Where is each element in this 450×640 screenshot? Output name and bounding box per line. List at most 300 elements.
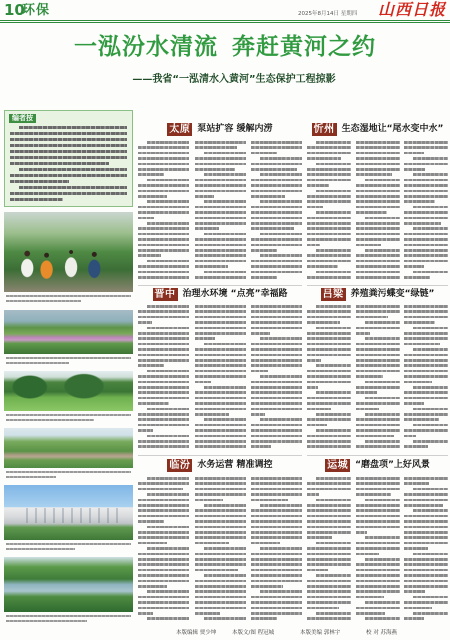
text-line [316, 391, 351, 394]
section-head-lvliang [307, 287, 448, 301]
text-line [404, 146, 448, 149]
text-line [138, 558, 189, 561]
text-line [195, 337, 215, 340]
text-line [195, 321, 246, 324]
text-line [404, 413, 448, 416]
text-line [195, 327, 246, 330]
text-line [251, 190, 302, 193]
article-body-column [138, 477, 189, 625]
text-line [251, 440, 302, 443]
section-divider [138, 455, 302, 456]
text-line [251, 227, 294, 230]
text-line [356, 477, 400, 480]
text-line [404, 141, 448, 144]
text-line [307, 435, 351, 438]
article-body-column [404, 141, 448, 282]
text-line [6, 620, 87, 622]
section-head-taiyuan [138, 122, 302, 136]
text-line [413, 206, 448, 209]
text-line [404, 607, 432, 610]
text-line [316, 163, 351, 166]
text-line [307, 157, 341, 160]
text-line [195, 553, 246, 556]
text-line [307, 200, 351, 203]
text-line [413, 348, 448, 351]
text-line [413, 509, 448, 512]
text-line [251, 445, 271, 448]
text-line [356, 265, 400, 268]
text-line [404, 391, 448, 394]
text-line [307, 580, 351, 583]
text-line [307, 173, 351, 176]
text-line [195, 509, 246, 512]
text-line [251, 354, 302, 357]
text-line [356, 370, 400, 373]
text-line [404, 574, 448, 577]
text-line [138, 238, 189, 241]
text-line [307, 370, 351, 373]
credit-text-photo: 本版文/图 程冠城 [232, 630, 275, 636]
text-line [251, 596, 302, 599]
text-line [307, 359, 321, 362]
text-line [307, 386, 318, 389]
text-line [138, 429, 153, 432]
text-line [138, 515, 189, 518]
text-line [195, 488, 246, 491]
article-body-column [195, 141, 246, 282]
text-line [204, 271, 246, 274]
text-line [195, 249, 246, 252]
text-line [251, 574, 302, 577]
text-line [404, 190, 448, 193]
masthead-logo: 山西日报 [377, 0, 446, 19]
text-line [356, 157, 400, 160]
text-line [307, 526, 351, 529]
text-line [204, 504, 246, 507]
text-line [404, 563, 448, 566]
text-line [307, 381, 351, 384]
text-line [356, 168, 400, 171]
text-line [251, 238, 302, 241]
text-line [195, 493, 246, 496]
photo-workers-on-site [4, 212, 133, 292]
text-line [307, 206, 323, 209]
text-line [251, 607, 302, 610]
text-line [138, 585, 167, 588]
text-line [316, 429, 351, 432]
text-line [10, 174, 127, 177]
text-line [307, 482, 351, 485]
text-line [138, 445, 189, 448]
text-line [307, 152, 351, 155]
text-line [356, 254, 400, 257]
text-line [404, 536, 448, 539]
text-line [404, 343, 440, 346]
text-line [138, 413, 189, 416]
text-line [138, 233, 189, 236]
text-line [307, 569, 328, 572]
text-line [404, 222, 441, 225]
text-line [195, 408, 246, 411]
text-line [356, 596, 384, 599]
text-line [6, 548, 75, 550]
text-line [356, 141, 400, 144]
section-head-xinzhou [307, 122, 448, 136]
text-line [356, 184, 400, 187]
text-line [138, 381, 189, 384]
text-line [204, 233, 246, 236]
text-line [251, 413, 265, 416]
headline-part-1: 一泓汾水清流 [74, 34, 218, 60]
text-line [356, 402, 400, 405]
text-line [147, 590, 189, 593]
text-line [413, 271, 448, 274]
text-line [195, 265, 228, 268]
text-line [404, 276, 430, 279]
article-body-column [356, 477, 400, 625]
text-line [138, 397, 189, 400]
text-line [204, 200, 246, 203]
text-line [195, 206, 246, 209]
article-body-column [307, 305, 351, 451]
text-line [316, 249, 351, 252]
text-line [413, 488, 448, 491]
text-line [251, 424, 302, 427]
text-line [307, 509, 351, 512]
text-line [356, 418, 400, 421]
text-line [356, 190, 400, 193]
header-rule-thin [0, 22, 450, 23]
text-line [365, 249, 400, 252]
credit-editor: 本版编辑 贾少坤 [176, 630, 217, 636]
text-line [251, 536, 302, 539]
text-line [251, 244, 302, 247]
text-line [307, 146, 351, 149]
text-line [138, 206, 189, 209]
text-line [307, 244, 320, 247]
text-line [251, 408, 302, 411]
text-line [138, 482, 189, 485]
text-line [138, 402, 169, 405]
text-line [356, 445, 400, 448]
text-line [251, 146, 302, 149]
text-line [307, 321, 340, 324]
photo-caption [6, 357, 131, 367]
article-body-column [404, 477, 448, 625]
text-line [307, 408, 331, 411]
text-line [404, 249, 448, 252]
text-line [138, 195, 167, 198]
text-line [195, 179, 246, 182]
text-line [195, 359, 246, 362]
section-title: 养殖粪污蝶变“绿链” [350, 288, 435, 299]
article-body-column [138, 305, 189, 451]
text-line [356, 276, 400, 279]
text-line [195, 601, 246, 604]
text-line [307, 563, 351, 566]
text-line [356, 435, 394, 438]
text-line [316, 477, 351, 480]
text-line [356, 569, 400, 572]
text-line [251, 617, 277, 620]
text-line [356, 348, 400, 351]
text-line [6, 471, 131, 473]
page-subtitle: ——我省“一泓清水入黄河”生态保护工程掠影 [132, 74, 336, 85]
text-line [195, 585, 246, 588]
text-line [413, 440, 448, 443]
text-line [404, 163, 448, 166]
section-divider [138, 285, 302, 286]
header-rule [0, 20, 450, 21]
text-line [138, 424, 189, 427]
text-line [365, 440, 400, 443]
text-line [251, 429, 302, 432]
text-line [138, 343, 189, 346]
text-line [195, 332, 246, 335]
text-line [307, 440, 351, 443]
text-line [404, 590, 425, 593]
text-line [365, 179, 400, 182]
text-line [404, 211, 448, 214]
text-line [6, 300, 81, 302]
text-line [260, 504, 302, 507]
text-line [260, 547, 302, 550]
text-line [356, 526, 400, 529]
text-line [307, 332, 351, 335]
text-line [138, 146, 189, 149]
text-line [195, 477, 246, 480]
text-line [195, 254, 246, 257]
text-line [356, 200, 400, 203]
text-line [307, 601, 351, 604]
text-line [195, 563, 246, 566]
text-line [404, 168, 425, 171]
article-body-column [195, 305, 246, 451]
text-line [404, 310, 448, 313]
text-line [251, 601, 302, 604]
text-line [307, 276, 351, 279]
text-line [251, 585, 283, 588]
text-line [356, 520, 400, 523]
text-line [316, 364, 351, 367]
place-label: 晋中 [154, 288, 176, 300]
text-line [316, 542, 351, 545]
text-line [195, 536, 246, 539]
text-line [195, 596, 246, 599]
text-line [251, 343, 302, 346]
text-line [138, 321, 152, 324]
text-line [251, 477, 302, 480]
text-line [404, 184, 448, 187]
text-line [356, 488, 400, 491]
text-line [195, 402, 246, 405]
text-line [356, 580, 400, 583]
section-head-linfen [138, 458, 302, 472]
text-line [10, 156, 127, 159]
text-line [307, 493, 319, 496]
text-line [365, 397, 400, 400]
text-line [138, 337, 189, 340]
text-line [260, 200, 302, 203]
text-line [195, 157, 246, 160]
text-line [195, 260, 246, 263]
photo-treatment-plant [4, 485, 133, 540]
article-body-column [195, 477, 246, 625]
text-line [195, 526, 246, 529]
text-line [195, 531, 246, 534]
text-line [6, 357, 131, 359]
text-line [316, 141, 351, 144]
text-line [251, 222, 302, 225]
text-line [138, 276, 189, 279]
text-line [10, 192, 127, 195]
section-title: 治理水环境 “点亮”幸福路 [182, 288, 288, 299]
section-head-yuncheng [307, 458, 448, 472]
text-line [404, 381, 432, 384]
text-line [316, 612, 351, 615]
photo-caption [6, 543, 131, 553]
section-divider [307, 285, 448, 286]
text-line [251, 260, 302, 263]
text-line [138, 310, 189, 313]
text-line [404, 531, 448, 534]
text-line [195, 424, 246, 427]
text-line [195, 141, 246, 144]
text-line [138, 332, 189, 335]
text-line [356, 482, 400, 485]
text-line [316, 211, 351, 214]
text-line [251, 332, 270, 335]
text-line [404, 359, 448, 362]
text-line [404, 617, 424, 620]
text-line [356, 354, 400, 357]
text-line [251, 580, 302, 583]
text-line [307, 531, 351, 534]
text-line [316, 305, 351, 308]
text-line [356, 244, 381, 247]
text-line [307, 233, 351, 236]
photo-caption [6, 414, 131, 424]
text-line [404, 547, 428, 550]
text-line [138, 227, 189, 230]
editor-note-box [4, 110, 133, 207]
text-line [404, 585, 448, 588]
text-line [251, 493, 302, 496]
text-line [356, 146, 400, 149]
text-line [147, 370, 189, 373]
article-body-column [251, 477, 302, 625]
section-divider [307, 455, 448, 456]
text-line [147, 305, 189, 308]
text-line [260, 173, 302, 176]
text-line [404, 397, 448, 400]
text-line [251, 520, 302, 523]
text-line [251, 310, 302, 313]
text-line [356, 375, 383, 378]
text-line [413, 173, 448, 176]
text-line [138, 536, 189, 539]
text-line [138, 163, 189, 166]
text-line [204, 617, 246, 620]
text-line [404, 504, 443, 507]
text-line [365, 337, 400, 340]
text-line [251, 499, 288, 502]
editor-note-label: 编者按 [9, 114, 36, 123]
text-line [307, 337, 351, 340]
text-line [195, 515, 246, 518]
text-line [413, 327, 448, 330]
text-line [404, 265, 424, 268]
text-line [204, 418, 246, 421]
text-line [356, 547, 400, 550]
text-line [404, 580, 448, 583]
text-line [307, 536, 332, 539]
text-line [356, 195, 400, 198]
text-line [356, 238, 400, 241]
text-line [404, 520, 448, 523]
text-line [195, 612, 220, 615]
text-line [413, 157, 448, 160]
text-line [195, 381, 211, 384]
text-line [251, 271, 302, 274]
text-line [404, 515, 448, 518]
text-line [195, 163, 246, 166]
text-line [138, 217, 154, 220]
text-line [19, 168, 127, 171]
text-line [356, 343, 400, 346]
text-line [404, 305, 448, 308]
text-line [138, 244, 189, 247]
text-line [307, 260, 351, 263]
editor-note-text [10, 126, 127, 204]
section-name: 环保 [22, 3, 51, 18]
text-line [195, 190, 246, 193]
text-line [251, 531, 302, 534]
text-line [404, 354, 448, 357]
text-line [195, 499, 223, 502]
text-line [356, 332, 370, 335]
text-line [147, 547, 189, 550]
text-line [195, 305, 246, 308]
text-line [356, 408, 379, 411]
section-title: 生态湿地让“尾水变中水” [341, 123, 444, 134]
text-line [138, 386, 189, 389]
text-line [365, 617, 400, 620]
text-line [138, 596, 189, 599]
text-line [404, 260, 448, 263]
text-line [138, 607, 189, 610]
text-line [260, 375, 302, 378]
text-line [356, 233, 400, 236]
text-line [413, 596, 448, 599]
text-line [404, 254, 448, 257]
text-line [251, 321, 302, 324]
text-line [260, 337, 302, 340]
text-line [365, 536, 400, 539]
text-line [6, 476, 56, 478]
article-body-column [251, 141, 302, 282]
text-line [356, 531, 367, 534]
text-line [404, 429, 448, 432]
text-line [19, 126, 127, 129]
text-line [356, 493, 391, 496]
text-line [138, 509, 189, 512]
text-line [195, 440, 246, 443]
text-line [251, 184, 302, 187]
text-line [251, 381, 302, 384]
text-line [307, 520, 351, 523]
text-line [138, 157, 189, 160]
